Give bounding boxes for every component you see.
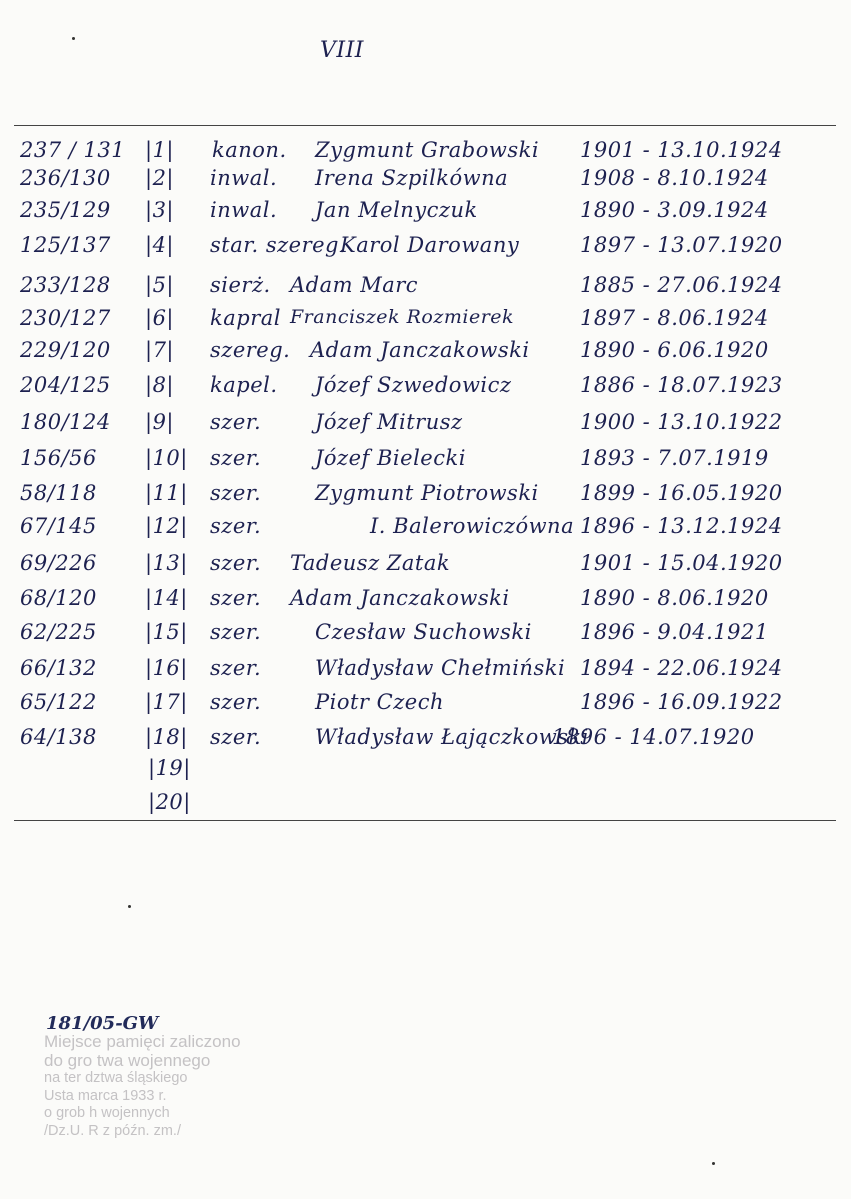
grave-ref: 65/122 [20, 690, 97, 714]
dates: 1896 - 13.12.1924 [580, 514, 783, 538]
person-name: I. Balerowiczówna [370, 514, 575, 538]
stamp-line: na ter dztwa śląskiego [44, 1070, 188, 1086]
grave-ref: 66/132 [20, 656, 97, 680]
dates: 1893 - 7.07.1919 [580, 446, 769, 470]
person-name: Zygmunt Piotrowski [315, 481, 539, 505]
rank: szer. [210, 481, 262, 505]
dates: 1885 - 27.06.1924 [580, 273, 783, 297]
row-number: |16| [145, 656, 188, 680]
person-name: Władysław Chełmiński [315, 656, 566, 680]
grave-ref: 156/56 [20, 446, 97, 470]
rank: szer. [210, 586, 262, 610]
grave-ref: 229/120 [20, 338, 111, 362]
dates: 1897 - 8.06.1924 [580, 306, 769, 330]
row-number: |6| [145, 306, 175, 330]
row-number: |10| [145, 446, 188, 470]
row-number: |8| [145, 373, 175, 397]
row-number: |20| [148, 790, 191, 814]
dates: 1901 - 15.04.1920 [580, 551, 783, 575]
dates: 1886 - 18.07.1923 [580, 373, 783, 397]
rank: szer. [210, 656, 262, 680]
row-number: |1| [145, 138, 175, 162]
rank: kapral [210, 306, 281, 330]
dates: 1897 - 13.07.1920 [580, 233, 783, 257]
row-number: |11| [145, 481, 188, 505]
rank: szer. [210, 690, 262, 714]
row-number: |2| [145, 166, 175, 190]
grave-ref: 67/145 [20, 514, 97, 538]
person-name: Zygmunt Grabowski [315, 138, 540, 162]
row-number: |9| [145, 410, 175, 434]
row-number: |15| [145, 620, 188, 644]
grave-ref: 204/125 [20, 373, 111, 397]
person-name: Adam Marc [290, 273, 419, 297]
person-name: Adam Janczakowski [290, 586, 510, 610]
row-number: |19| [148, 756, 191, 780]
rank: inwal. [210, 166, 278, 190]
grave-ref: 180/124 [20, 410, 111, 434]
person-name: Irena Szpilkówna [315, 166, 509, 190]
row-number: |7| [145, 338, 175, 362]
grave-ref: 64/138 [20, 725, 97, 749]
top-rule [14, 125, 836, 126]
person-name: Adam Janczakowski [310, 338, 530, 362]
row-number: |17| [145, 690, 188, 714]
row-number: |18| [145, 725, 188, 749]
grave-ref: 235/129 [20, 198, 111, 222]
stamp-line: do gro twa wojennego [44, 1051, 211, 1070]
row-number: |5| [145, 273, 175, 297]
dates: 1890 - 8.06.1920 [580, 586, 769, 610]
person-name: Józef Bielecki [315, 446, 466, 470]
stamp-line: Miejsce pamięci zaliczono [44, 1032, 241, 1051]
row-number: |12| [145, 514, 188, 538]
rank: szer. [210, 551, 262, 575]
person-name: Czesław Suchowski [315, 620, 532, 644]
rank: star. szereg. [210, 233, 347, 257]
header-mark: VIII [320, 38, 364, 63]
grave-ref: 237 / 131 [20, 138, 126, 162]
memorial-stamp [44, 1032, 294, 1140]
dates: 1896 - 16.09.1922 [580, 690, 783, 714]
grave-ref: 69/226 [20, 551, 97, 575]
rank: szer. [210, 514, 262, 538]
row-number: |13| [145, 551, 188, 575]
grave-ref: 125/137 [20, 233, 111, 257]
dates: 1890 - 3.09.1924 [580, 198, 769, 222]
grave-ref: 233/128 [20, 273, 111, 297]
person-name: Józef Mitrusz [315, 410, 463, 434]
dates: 1908 - 8.10.1924 [580, 166, 769, 190]
row-number: |14| [145, 586, 188, 610]
bottom-rule [14, 820, 836, 821]
rank: sierż. [210, 273, 271, 297]
stamp-line: Usta marca 1933 r. [44, 1087, 167, 1104]
dates: 1896 - 9.04.1921 [580, 620, 769, 644]
rank: szer. [210, 620, 262, 644]
grave-ref: 236/130 [20, 166, 111, 190]
rank: szer. [210, 410, 262, 434]
row-number: |3| [145, 198, 175, 222]
rank: kapel. [210, 373, 278, 397]
stamp-line: o grob h wojennych [44, 1105, 170, 1121]
grave-ref: 58/118 [20, 481, 97, 505]
grave-ref: 62/225 [20, 620, 97, 644]
rank: inwal. [210, 198, 278, 222]
grave-ref: 230/127 [20, 306, 111, 330]
person-name: Jan Melnyczuk [315, 198, 478, 222]
rank: szer. [210, 446, 262, 470]
person-name: Józef Szwedowicz [315, 373, 512, 397]
person-name: Tadeusz Zatak [290, 551, 451, 575]
dates: 1899 - 16.05.1920 [580, 481, 783, 505]
scan-speck [128, 905, 131, 908]
row-number: |4| [145, 233, 175, 257]
grave-ref: 68/120 [20, 586, 97, 610]
stamp-code: 181/05-GW [46, 1013, 159, 1034]
scan-speck [712, 1162, 715, 1165]
dates: 1901 - 13.10.1924 [580, 138, 783, 162]
person-name: Piotr Czech [315, 690, 444, 714]
stamp-line: /Dz.U. R z późn. zm./ [44, 1122, 181, 1139]
scan-speck [72, 37, 75, 40]
person-name: Franciszek Rozmierek [290, 306, 515, 328]
person-name: Karol Darowany [340, 233, 520, 257]
rank: szereg. [210, 338, 291, 362]
person-name: Władysław Łajączkowski [315, 725, 589, 749]
rank: kanon. [212, 138, 287, 162]
dates: 1896 - 14.07.1920 [552, 725, 755, 749]
dates: 1900 - 13.10.1922 [580, 410, 783, 434]
rank: szer. [210, 725, 262, 749]
dates: 1894 - 22.06.1924 [580, 656, 783, 680]
dates: 1890 - 6.06.1920 [580, 338, 769, 362]
